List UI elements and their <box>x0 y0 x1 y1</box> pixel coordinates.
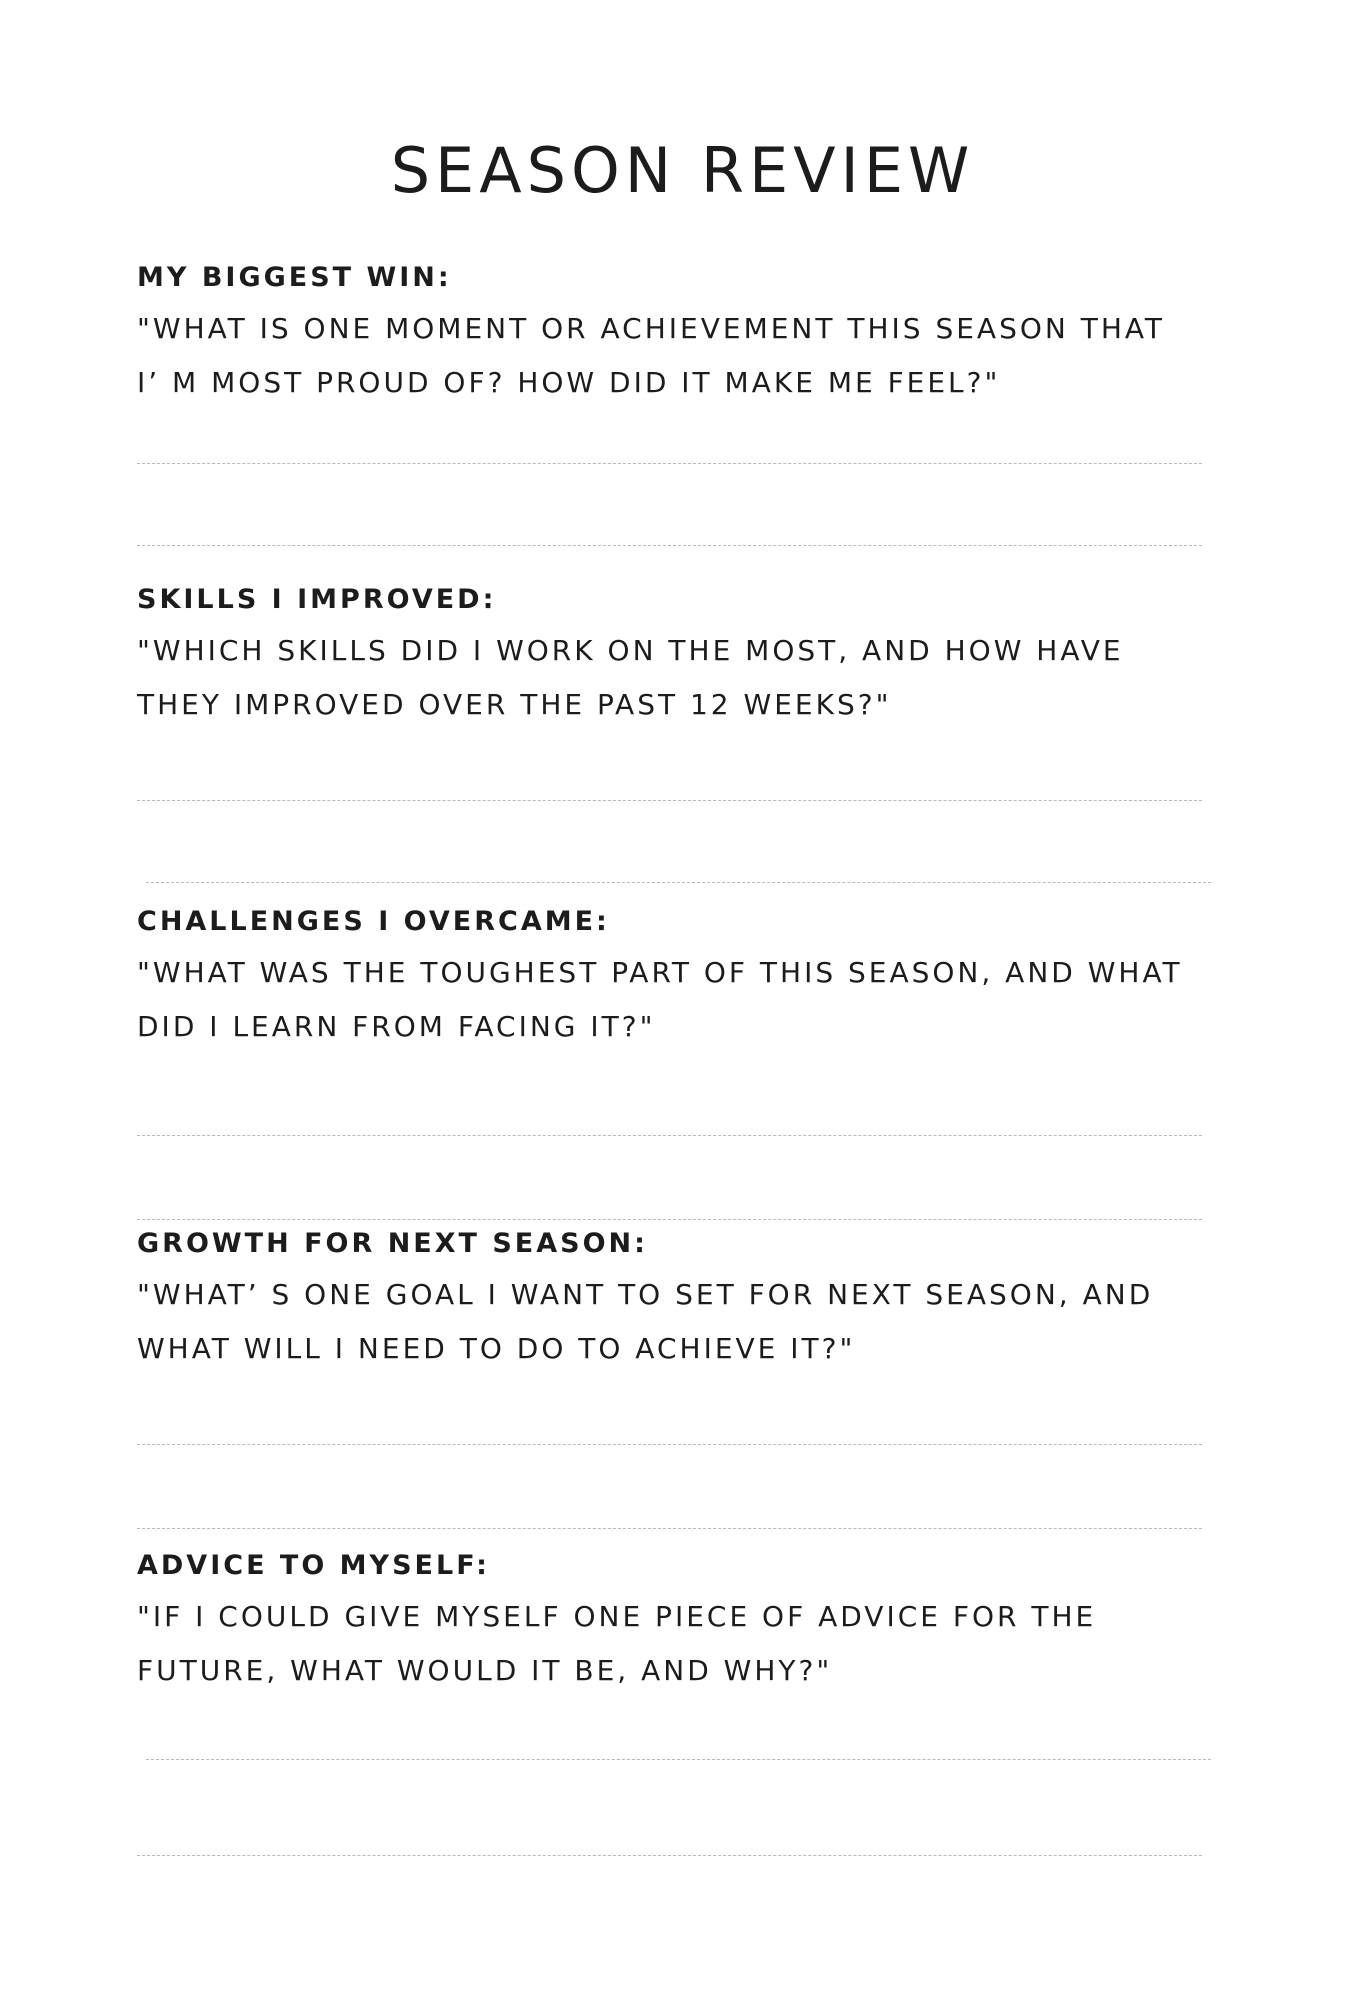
section-heading: ADVICE TO MYSELF: <box>137 1550 490 1581</box>
answer-line[interactable] <box>146 882 1211 883</box>
answer-line[interactable] <box>137 1855 1202 1856</box>
section-biggest-win <box>137 258 1227 410</box>
answer-line[interactable] <box>137 1528 1202 1529</box>
section-prompt: "WHAT’ S ONE GOAL I WANT TO SET FOR NEXT SEASON, AND WHAT WILL I NEED TO DO TO ACHIEVE IT?" <box>137 1278 1154 1365</box>
answer-line[interactable] <box>137 1219 1202 1220</box>
section-challenges-overcame <box>137 902 1227 1054</box>
section-heading: MY BIGGEST WIN: <box>137 262 452 293</box>
answer-line[interactable] <box>137 1135 1202 1136</box>
section-heading: CHALLENGES I OVERCAME: <box>137 906 610 937</box>
section-prompt: "WHAT IS ONE MOMENT OR ACHIEVEMENT THIS SEASON THAT I’ M MOST PROUD OF? HOW DID IT MAKE ME FEEL?" <box>137 312 1165 399</box>
section-skills-improved <box>137 580 1227 732</box>
answer-line[interactable] <box>137 463 1202 464</box>
section-heading: SKILLS I IMPROVED: <box>137 584 497 615</box>
section-heading: GROWTH FOR NEXT SEASON: <box>137 1228 648 1259</box>
section-prompt: "WHICH SKILLS DID I WORK ON THE MOST, AND HOW HAVE THEY IMPROVED OVER THE PAST 12 WEEKS?" <box>137 634 1124 721</box>
section-advice-to-myself <box>137 1546 1227 1698</box>
answer-line[interactable] <box>146 1759 1211 1760</box>
answer-line[interactable] <box>137 800 1202 801</box>
section-growth-next-season <box>137 1224 1227 1376</box>
page-title: SEASON REVIEW <box>390 134 975 207</box>
answer-line[interactable] <box>137 545 1202 546</box>
section-prompt: "WHAT WAS THE TOUGHEST PART OF THIS SEASON, AND WHAT DID I LEARN FROM FACING IT?" <box>137 956 1183 1043</box>
section-prompt: "IF I COULD GIVE MYSELF ONE PIECE OF ADVICE FOR THE FUTURE, WHAT WOULD IT BE, AND WHY?" <box>137 1600 1097 1687</box>
answer-line[interactable] <box>137 1444 1202 1445</box>
